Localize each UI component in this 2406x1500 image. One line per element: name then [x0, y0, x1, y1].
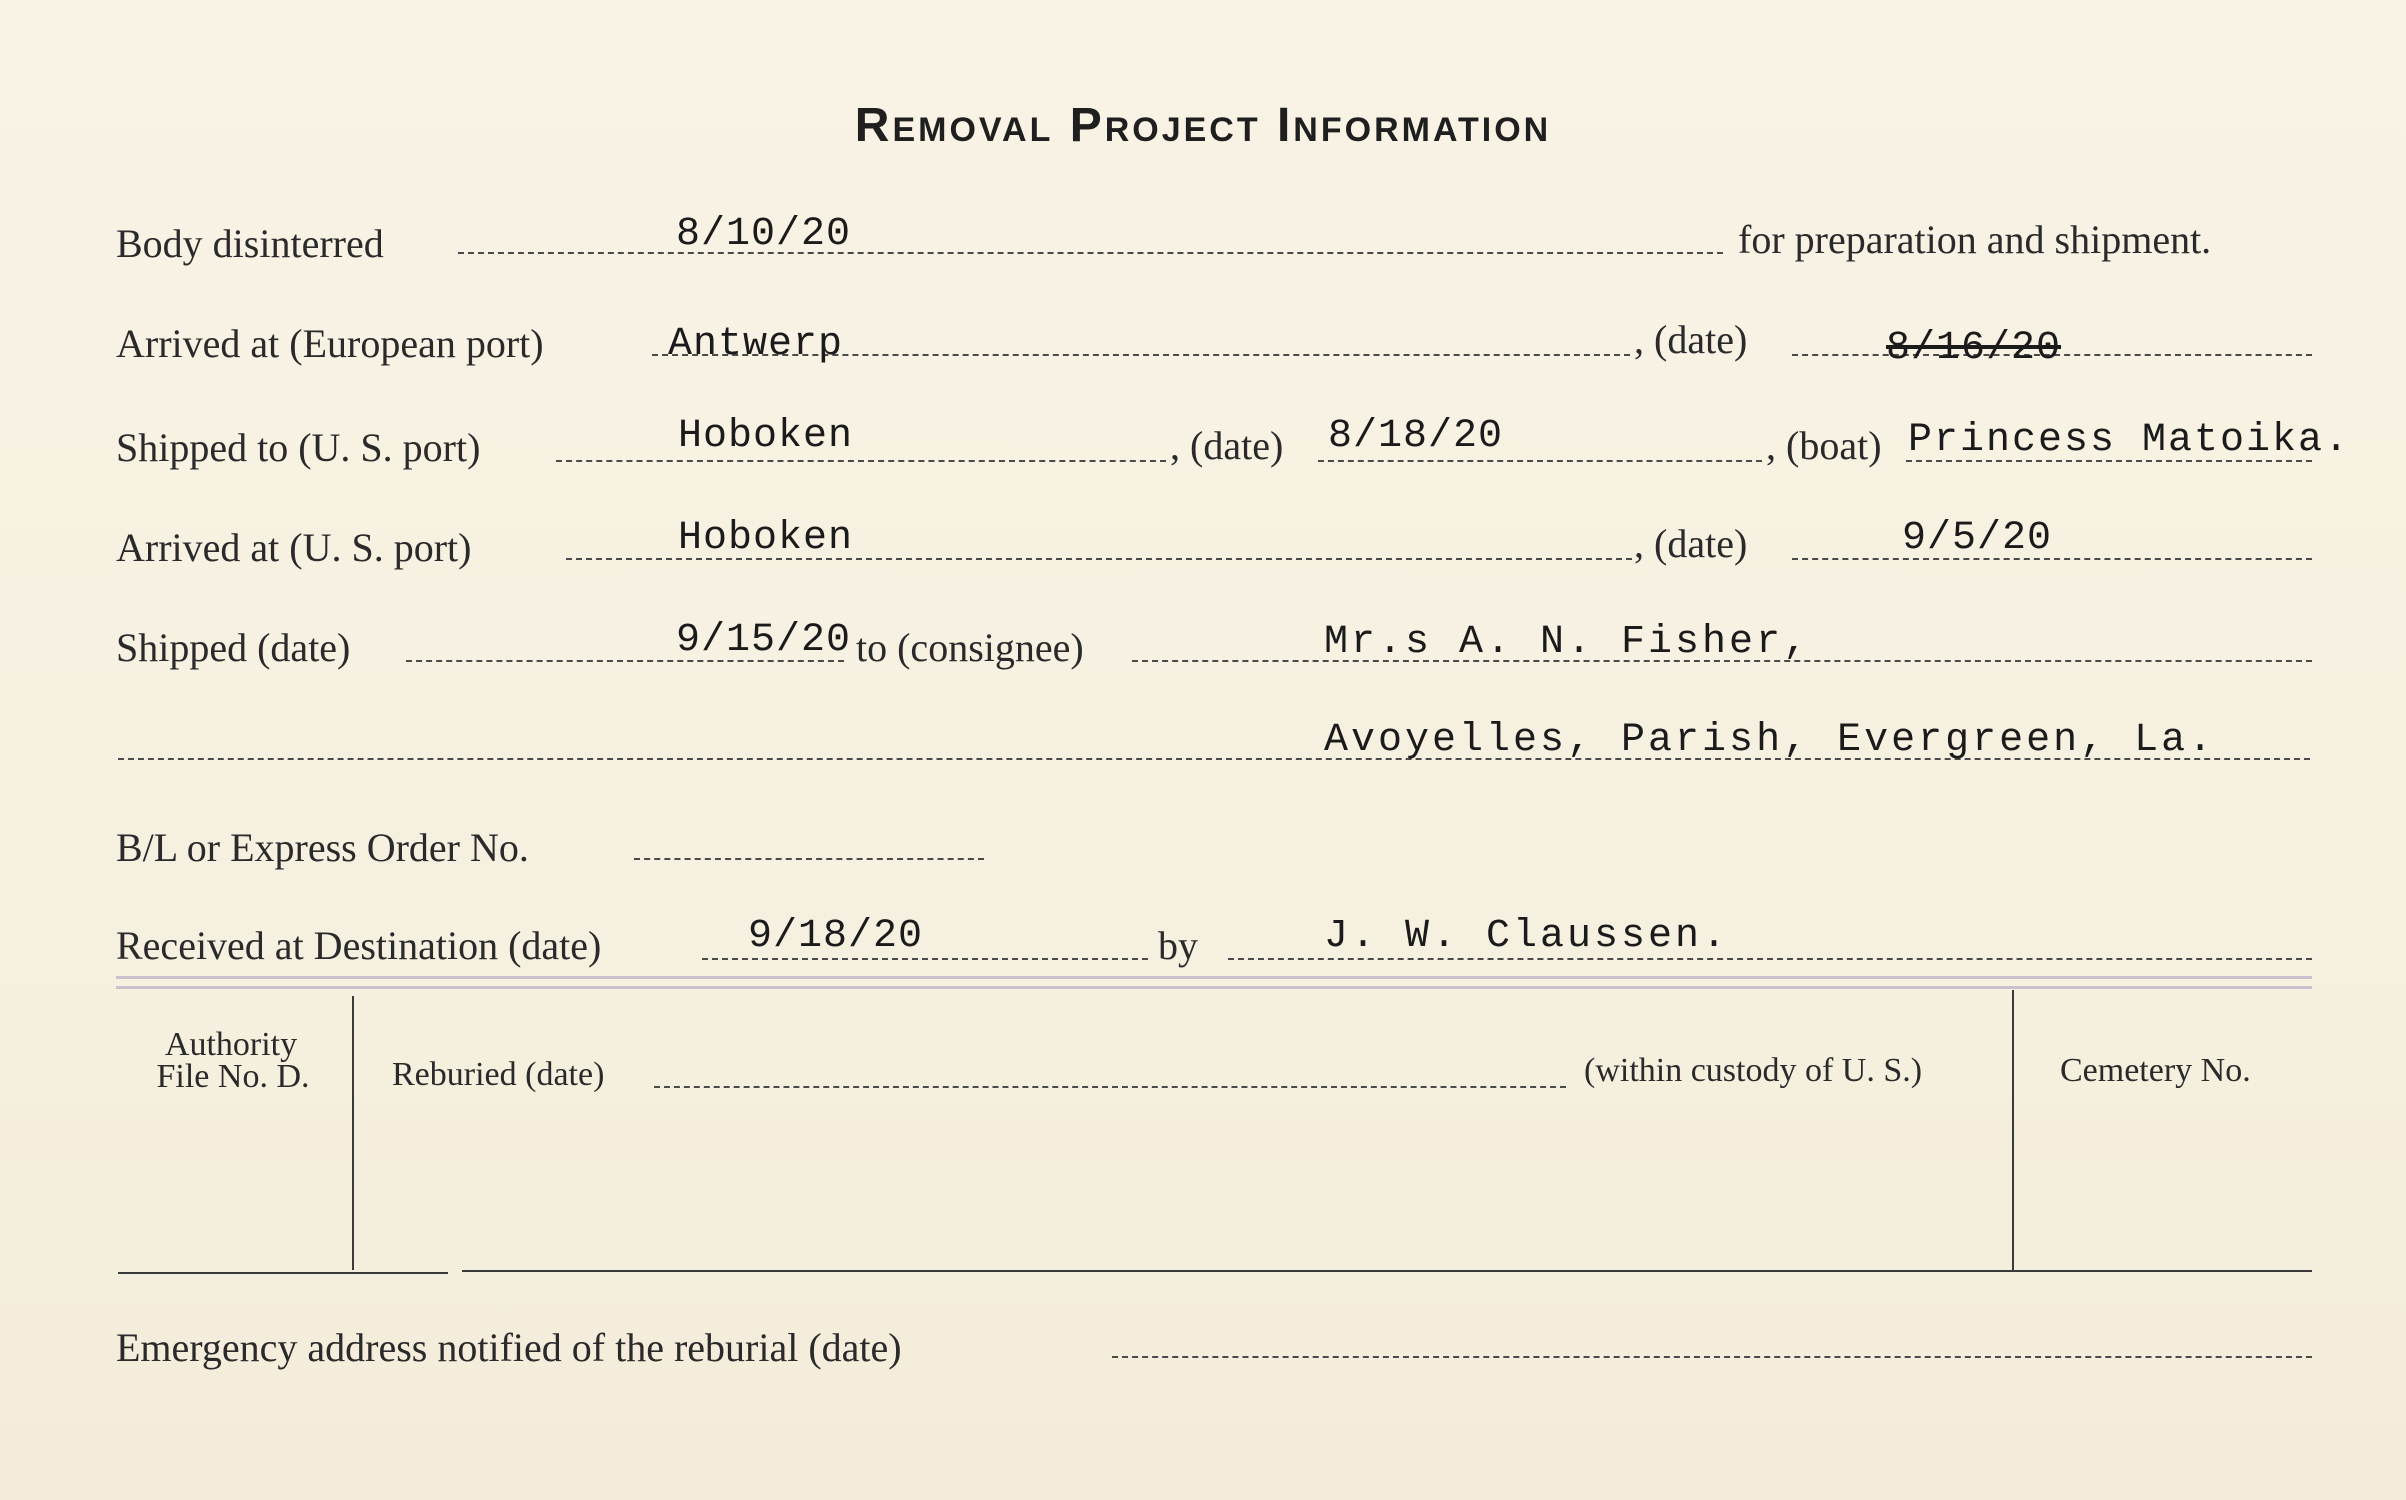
shipped-us-date: 8/18/20: [1328, 414, 1504, 459]
received-by: J. W. Claussen.: [1324, 914, 1730, 959]
consignee-label: to (consignee): [856, 625, 1084, 670]
arrived-us-date-label: , (date): [1634, 521, 1748, 566]
shipped-us-boat: Princess Matoika.: [1908, 418, 2351, 463]
box-bottom-rule-right: [462, 1270, 2312, 1272]
shipped-date: 9/15/20: [676, 618, 852, 663]
arrived-european-date: 8/16/20: [1886, 326, 2062, 371]
reburied-label: Reburied (date): [392, 1056, 605, 1093]
shipped-us-date-line: [1318, 460, 1762, 462]
received-by-label: by: [1158, 923, 1198, 968]
arrived-us-date: 9/5/20: [1902, 516, 2053, 561]
received-date: 9/18/20: [748, 914, 924, 959]
authority-line-2: File No. D.: [156, 1058, 310, 1095]
box-divider-left: [352, 996, 354, 1270]
box-bottom-rule-left: [118, 1272, 448, 1274]
custody-label: (within custody of U. S.): [1584, 1052, 1923, 1089]
consignee-name: Mr.s A. N. Fisher,: [1324, 620, 1811, 665]
separator-bottom: [116, 986, 2312, 989]
disinterred-line: [458, 252, 1723, 254]
arrived-european-date-label: , (date): [1634, 317, 1748, 362]
shipped-date-label: Shipped (date): [116, 625, 351, 670]
shipped-us-port: Hoboken: [678, 414, 854, 459]
disinterred-suffix: for preparation and shipment.: [1738, 217, 2212, 262]
received-label: Received at Destination (date): [116, 923, 602, 968]
reburied-line: [654, 1086, 1566, 1088]
cemetery-label: Cemetery No.: [2060, 1052, 2251, 1089]
shipped-us-label: Shipped to (U. S. port): [116, 425, 481, 470]
shipped-us-boat-label: , (boat): [1766, 423, 1882, 468]
disinterred-value: 8/10/20: [676, 212, 852, 257]
emergency-label: Emergency address notified of the reburial (date): [116, 1325, 902, 1370]
separator-top: [116, 976, 2312, 979]
consignee-address: Avoyelles, Parish, Evergreen, La.: [1324, 718, 2216, 763]
emergency-line: [1112, 1356, 2312, 1358]
bl-line: [634, 858, 984, 860]
page-title: Removal Project Information: [854, 99, 1552, 152]
arrived-us-label: Arrived at (U. S. port): [116, 525, 472, 570]
arrived-european-port: Antwerp: [668, 322, 844, 367]
disinterred-label: Body disinterred: [116, 221, 384, 266]
arrived-us-port: Hoboken: [678, 516, 854, 561]
authority-line-1: Authority: [164, 1026, 298, 1063]
bl-label: B/L or Express Order No.: [116, 825, 529, 870]
arrived-european-label: Arrived at (European port): [116, 321, 544, 366]
shipped-us-date-label: , (date): [1170, 423, 1284, 468]
shipped-us-port-line: [556, 460, 1166, 462]
box-divider-right: [2012, 990, 2014, 1270]
